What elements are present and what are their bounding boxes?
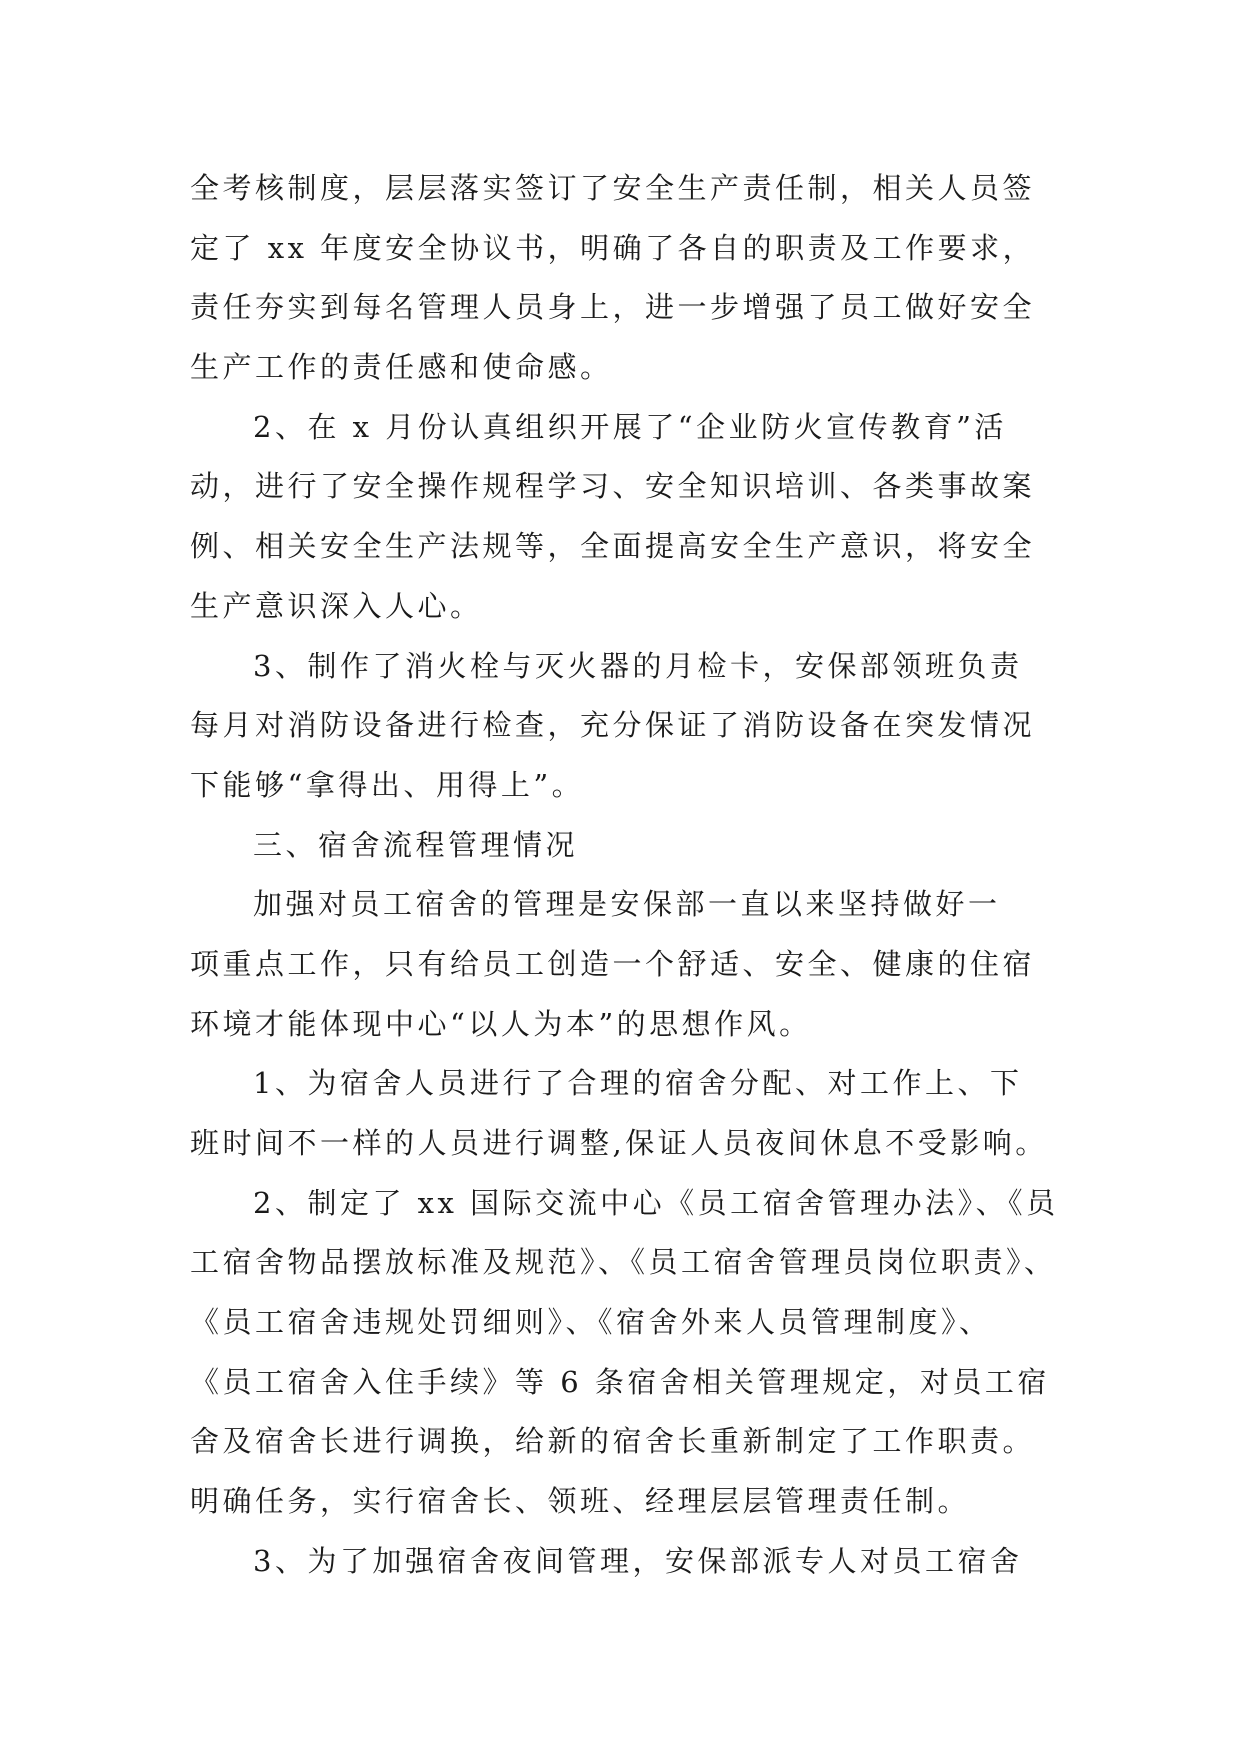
text-line: 明确任务，实行宿舍长、领班、经理层层管理责任制。 xyxy=(190,1484,971,1519)
text-line: 工宿舍物品摆放标准及规范》、《员工宿舍管理员岗位职责》、 xyxy=(190,1245,1057,1280)
text-line: 例、相关安全生产法规等，全面提高安全生产意识，将安全 xyxy=(190,529,1036,564)
text-line: 生产意识深入人心。 xyxy=(190,588,483,623)
text-line: 《员工宿舍入住手续》等 6 条宿舍相关管理规定，对员工宿 xyxy=(190,1364,1050,1399)
text-line: 责任夯实到每名管理人员身上，进一步增强了员工做好安全 xyxy=(190,290,1036,325)
document-body xyxy=(190,159,1090,1592)
text-line: 下能够“拿得出、用得上”。 xyxy=(190,767,585,802)
text-line: 生产工作的责任感和使命感。 xyxy=(190,350,613,385)
section-heading: 三、宿舍流程管理情况 xyxy=(253,827,579,862)
text-line: 2、制定了 xx 国际交流中心《员工宿舍管理办法》、《员 xyxy=(253,1185,1059,1220)
text-line: 3、为了加强宿舍夜间管理，安保部派专人对员工宿舍 xyxy=(253,1543,1023,1578)
text-line: 3、制作了消火栓与灭火器的月检卡，安保部领班负责 xyxy=(253,648,1023,683)
text-line: 环境才能体现中心“以人为本”的思想作风。 xyxy=(190,1006,812,1041)
text-line: 班时间不一样的人员进行调整,保证人员夜间休息不受影响。 xyxy=(190,1126,1048,1160)
text-line: 项重点工作，只有给员工创造一个舒适、安全、健康的住宿 xyxy=(190,946,1036,981)
text-line: 《员工宿舍违规处罚细则》、《宿舍外来人员管理制度》、 xyxy=(190,1305,992,1340)
text-line: 全考核制度，层层落实签订了安全生产责任制，相关人员签 xyxy=(190,171,1036,205)
text-line: 动，进行了安全操作规程学习、安全知识培训、各类事故案 xyxy=(190,469,1036,504)
text-line: 2、在 x 月份认真组织开展了“企业防火宣传教育”活 xyxy=(253,409,1007,444)
text-line: 定了 xx 年度安全协议书，明确了各自的职责及工作要求， xyxy=(190,230,1036,265)
text-line: 1、为宿舍人员进行了合理的宿舍分配、对工作上、下 xyxy=(253,1066,1023,1101)
text-line: 每月对消防设备进行检查，充分保证了消防设备在突发情况 xyxy=(190,708,1036,743)
text-line: 舍及宿舍长进行调换，给新的宿舍长重新制定了工作职责。 xyxy=(190,1424,1036,1459)
text-line: 加强对员工宿舍的管理是安保部一直以来坚持做好一 xyxy=(253,887,1001,922)
